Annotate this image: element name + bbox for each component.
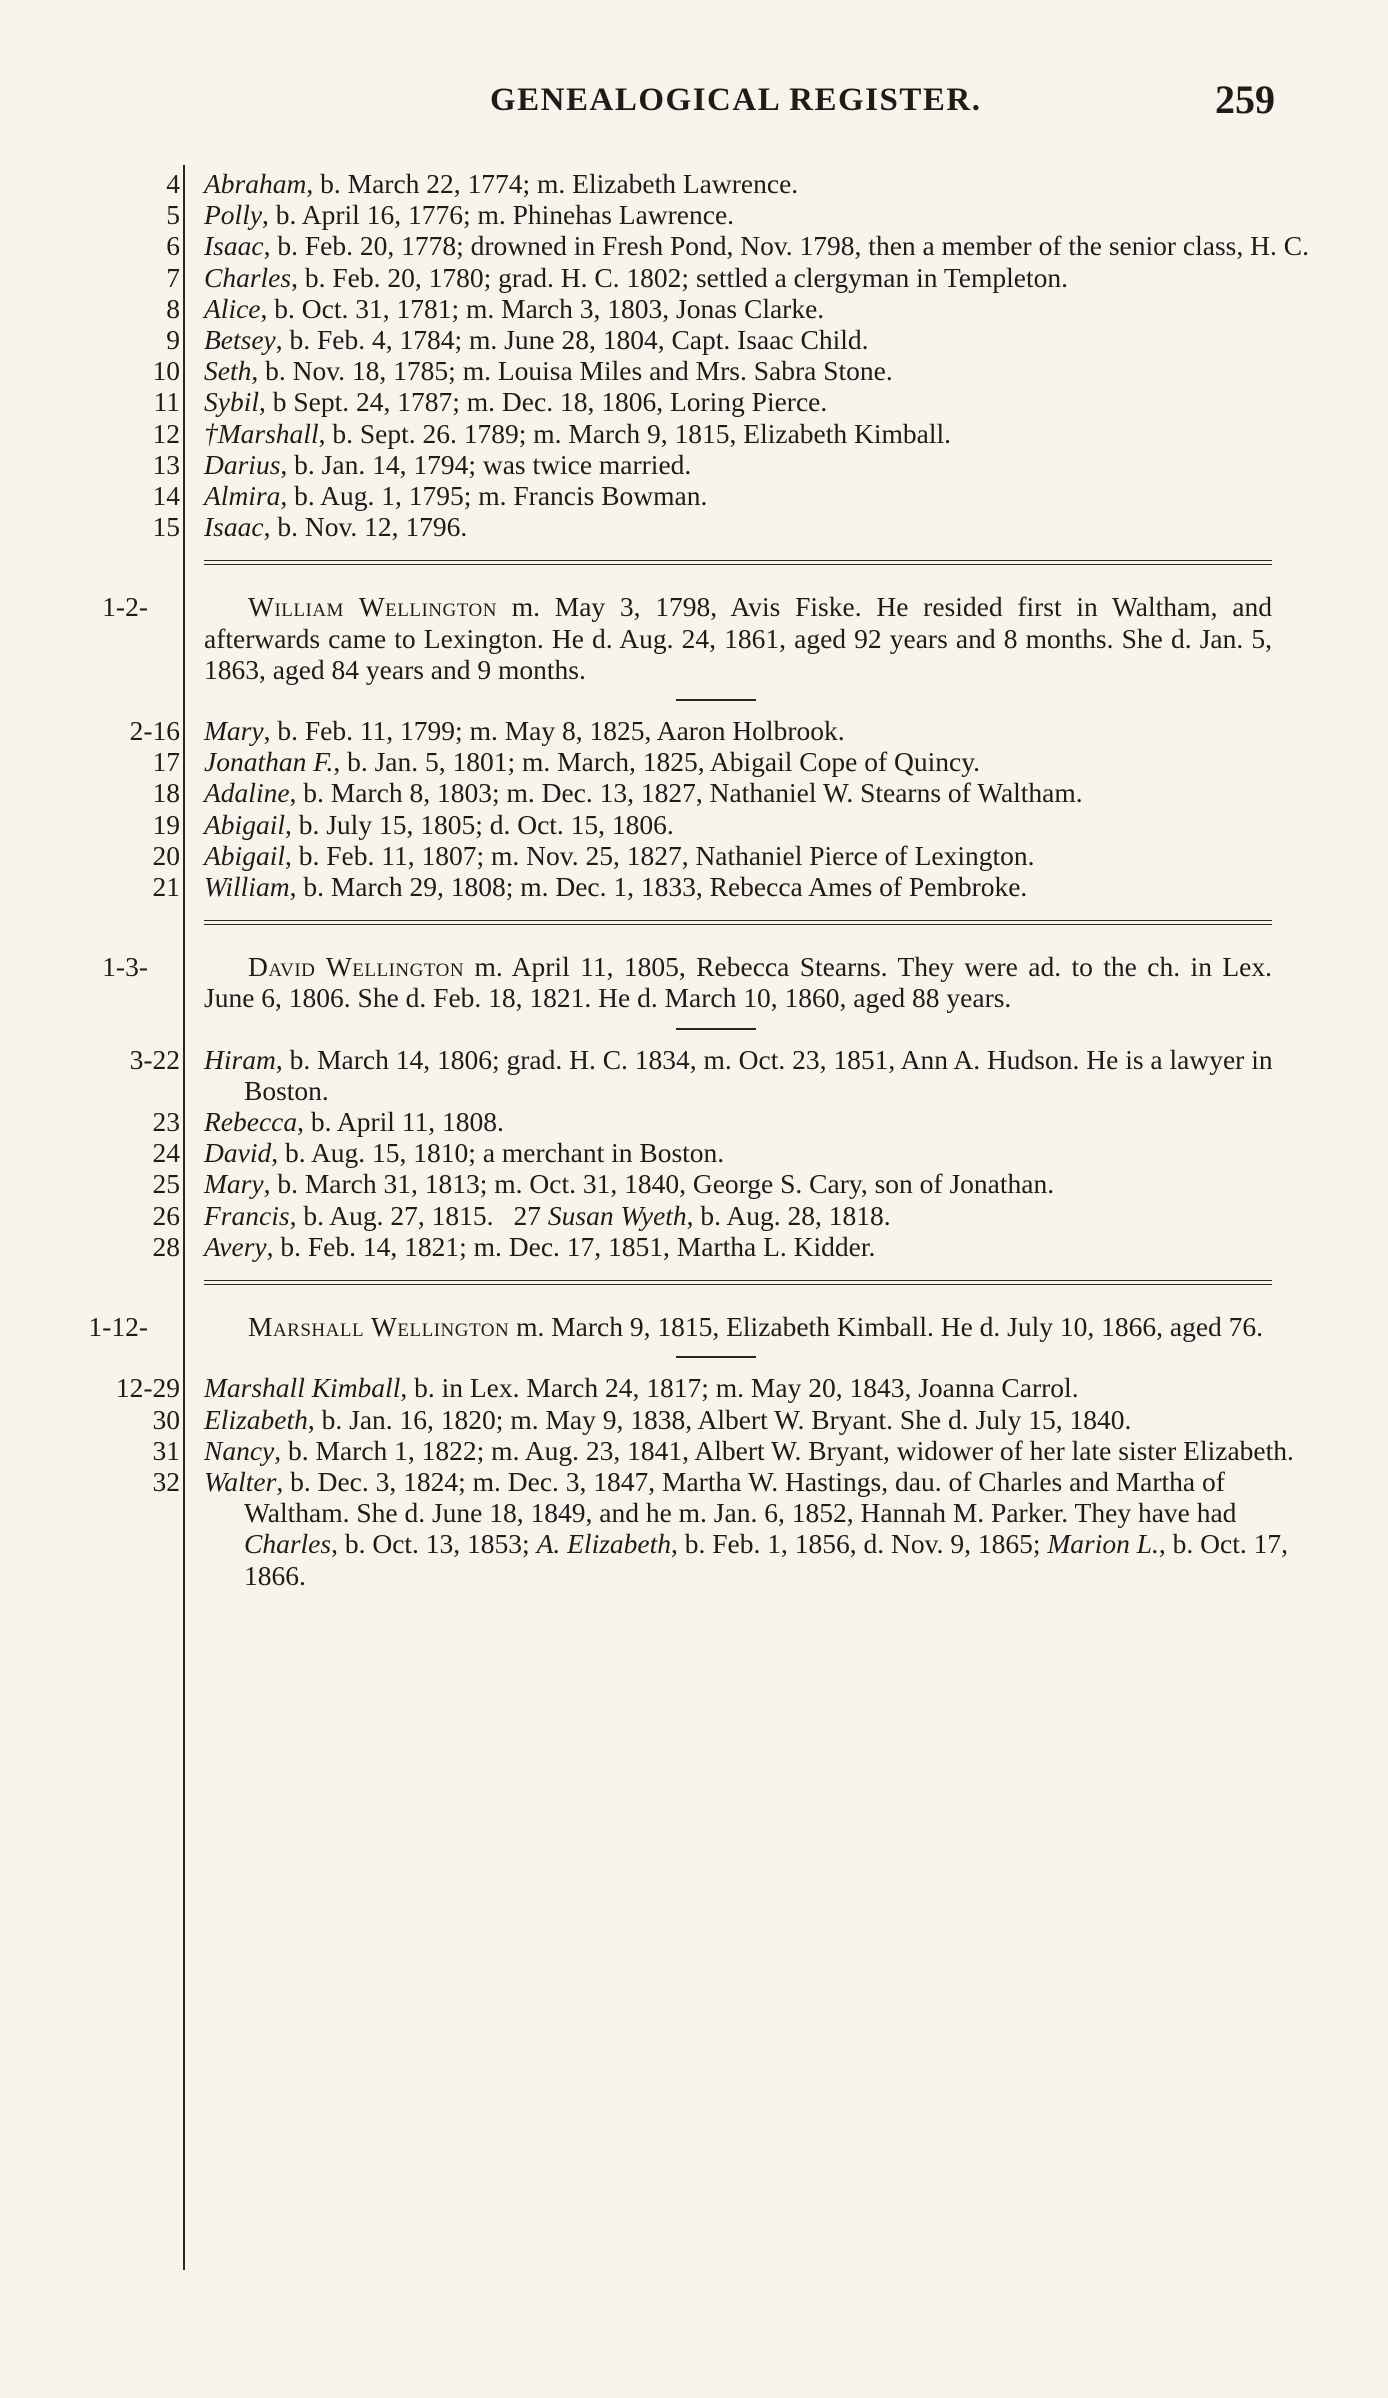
entry-number: 14 bbox=[152, 480, 180, 512]
child-details: , b. Jan. 5, 1801; m. March, 1825, Abigail Cope of Quincy. bbox=[333, 746, 981, 778]
child-details: , b. March 31, 1813; m. Oct. 31, 1840, George S. Cary, son of Jonathan. bbox=[263, 1168, 1055, 1200]
section-divider bbox=[204, 920, 1272, 925]
family-ref: 1-2- bbox=[102, 591, 148, 623]
grandchild-name: Marion L. bbox=[1047, 1528, 1159, 1560]
child-name: Mary bbox=[204, 1168, 264, 1200]
child-name: Marshall Kimball bbox=[204, 1372, 401, 1404]
family-section bbox=[0, 1311, 1388, 1591]
entry-number: 6 bbox=[166, 230, 180, 262]
entry-number: 26 bbox=[152, 1199, 180, 1231]
child-name: Abigail bbox=[204, 839, 285, 871]
child-entry bbox=[0, 168, 1388, 199]
child-entry bbox=[0, 746, 1388, 777]
entry-number: 17 bbox=[152, 746, 180, 778]
head-details: m. March 9, 1815, Elizabeth Kimball. He d. July 10, 1866, aged 76. bbox=[509, 1311, 1264, 1343]
child-name: Elizabeth bbox=[204, 1403, 308, 1435]
child-entry bbox=[0, 871, 1388, 902]
child-details: , b. Sept. 26. 1789; m. March 9, 1815, Elizabeth Kimball. bbox=[318, 417, 951, 449]
child-entry bbox=[0, 324, 1388, 355]
grandchild-details: , b. Oct. 17, 1866. bbox=[244, 1528, 1288, 1591]
grandchild-details: , b. Oct. 13, 1853; bbox=[331, 1528, 537, 1560]
family-head bbox=[0, 951, 1388, 1013]
register-body bbox=[0, 168, 1388, 1591]
entry-number: 30 bbox=[152, 1403, 180, 1435]
family-section bbox=[0, 951, 1388, 1262]
entry-number: 3-22 bbox=[129, 1043, 180, 1075]
entry-number: 13 bbox=[152, 448, 180, 480]
child-name: Sybil bbox=[204, 386, 259, 418]
child-details: , b. April 11, 1808. bbox=[297, 1106, 504, 1138]
child-entry bbox=[0, 262, 1388, 293]
child-details: , b. March 22, 1774; m. Elizabeth Lawrence. bbox=[306, 168, 799, 199]
child-name: Hiram bbox=[204, 1043, 276, 1075]
child-details: , b. Feb. 11, 1807; m. Nov. 25, 1827, Nathaniel Pierce of Lexington. bbox=[284, 839, 1035, 871]
child-name: Avery bbox=[204, 1230, 267, 1262]
short-divider bbox=[676, 1356, 756, 1358]
child-name: David bbox=[204, 1137, 272, 1169]
head-details: m. April 11, 1805, Rebecca Stearns. They were ad. to the ch. in Lex. June 6, 1806. She d. Feb. 18, 1821. He d. March 10, 1860, aged 88 years. bbox=[204, 951, 1272, 1014]
entry-number: 4 bbox=[166, 168, 180, 199]
child-entry bbox=[0, 230, 1388, 261]
entry-number: 21 bbox=[152, 871, 180, 903]
child-details: , b. March 29, 1808; m. Dec. 1, 1833, Rebecca Ames of Pembroke. bbox=[289, 871, 1028, 903]
family-ref: 1-3- bbox=[102, 951, 148, 983]
child-name: Susan Wyeth bbox=[547, 1199, 687, 1231]
child-name: Abigail bbox=[204, 808, 285, 840]
grandchild-name: A. Elizabeth bbox=[536, 1528, 672, 1560]
child-entry bbox=[0, 1106, 1388, 1137]
child-entry bbox=[0, 1044, 1388, 1106]
child-entry bbox=[0, 777, 1388, 808]
child-entry bbox=[0, 199, 1388, 230]
child-details: , b. Aug. 15, 1810; a merchant in Boston. bbox=[271, 1137, 725, 1169]
child-details: , b. March 8, 1803; m. Dec. 13, 1827, Nathaniel W. Stearns of Waltham. bbox=[289, 777, 1083, 809]
child-entry bbox=[0, 418, 1388, 449]
entry-number: 28 bbox=[152, 1230, 180, 1262]
child-name: Nancy bbox=[204, 1434, 275, 1466]
child-details: , b. Nov. 18, 1785; m. Louisa Miles and Mrs. Sabra Stone. bbox=[251, 355, 893, 387]
short-divider bbox=[676, 1028, 756, 1030]
entry-number: 11 bbox=[153, 386, 180, 418]
entry-number: 20 bbox=[152, 839, 180, 871]
child-details: , b. Feb. 20, 1780; grad. H. C. 1802; settled a clergyman in Templeton. bbox=[291, 261, 1068, 293]
head-name: David Wellington bbox=[248, 951, 465, 983]
child-entry bbox=[0, 386, 1388, 417]
section-divider bbox=[204, 560, 1272, 565]
child-details: , b. March 14, 1806; grad. H. C. 1834, m. Oct. 23, 1851, Ann A. Hudson. He is a lawyer in Boston. bbox=[244, 1043, 1273, 1106]
child-name: Darius bbox=[204, 448, 281, 480]
family-section bbox=[0, 591, 1388, 902]
child-details: , b. Feb. 20, 1778; drowned in Fresh Pond, Nov. 1798, then a member of the senior class, H. C. bbox=[263, 230, 1309, 262]
entry-number: 7 bbox=[166, 261, 180, 293]
entry-number: 31 bbox=[152, 1434, 180, 1466]
entry-number: 23 bbox=[152, 1106, 180, 1138]
child-entry bbox=[0, 1168, 1388, 1199]
family-ref: 1-12- bbox=[88, 1311, 148, 1343]
child-details: , b. Oct. 31, 1781; m. March 3, 1803, Jonas Clarke. bbox=[260, 292, 825, 324]
entry-number: 25 bbox=[152, 1168, 180, 1200]
child-name: Almira bbox=[204, 480, 281, 512]
child-details: , b. Nov. 12, 1796. bbox=[263, 511, 468, 543]
child-details: , b. Feb. 14, 1821; m. Dec. 17, 1851, Martha L. Kidder. bbox=[266, 1230, 876, 1262]
child-name: Seth bbox=[204, 355, 252, 387]
entry-number: 18 bbox=[152, 777, 180, 809]
child-details: , b Sept. 24, 1787; m. Dec. 18, 1806, Loring Pierce. bbox=[259, 386, 828, 418]
grandchild-details: , b. Feb. 1, 1856, d. Nov. 9, 1865; bbox=[671, 1528, 1048, 1560]
short-divider bbox=[676, 699, 756, 701]
child-name: Isaac bbox=[204, 511, 264, 543]
child-entry bbox=[0, 715, 1388, 746]
child-details: , b. Aug. 1, 1795; m. Francis Bowman. bbox=[280, 480, 708, 512]
child-details: , b. Feb. 11, 1799; m. May 8, 1825, Aaron Holbrook. bbox=[263, 715, 845, 747]
child-details: , b. Dec. 3, 1824; m. Dec. 3, 1847, Martha W. Hastings, dau. of Charles and Martha of Waltham. She d. June 18, 1849, and he m. Jan. 6, 1852, Hannah M. Parker. They have had bbox=[244, 1465, 1237, 1529]
child-entry bbox=[0, 1435, 1388, 1466]
child-details: , b. April 16, 1776; m. Phinehas Lawrence. bbox=[262, 199, 735, 231]
child-entry bbox=[0, 1200, 1388, 1231]
child-name: Charles bbox=[204, 261, 292, 293]
section-divider bbox=[204, 1280, 1272, 1285]
child-entry bbox=[0, 1404, 1388, 1435]
head-name: William Wellington bbox=[248, 591, 497, 623]
child-entry bbox=[0, 1372, 1388, 1403]
child-entry bbox=[0, 480, 1388, 511]
child-details: , b. July 15, 1805; d. Oct. 15, 1806. bbox=[284, 808, 674, 840]
child-name: Betsey bbox=[204, 324, 276, 356]
entry-number: 15 bbox=[152, 511, 180, 543]
child-name: Isaac bbox=[204, 230, 264, 262]
child-details: , b. March 1, 1822; m. Aug. 23, 1841, Albert W. Bryant, widower of her late sister Elizabeth. bbox=[274, 1434, 1294, 1466]
child-name: Alice bbox=[204, 292, 261, 324]
entry-number: 24 bbox=[152, 1137, 180, 1169]
child-details: , b. Jan. 14, 1794; was twice married. bbox=[280, 448, 692, 480]
entry-number: 5 bbox=[166, 199, 180, 231]
entry-number: 10 bbox=[152, 355, 180, 387]
child-name: Rebecca bbox=[204, 1106, 298, 1138]
child-name: Adaline bbox=[204, 777, 290, 809]
child-name: †Marshall bbox=[204, 417, 319, 449]
family-head bbox=[0, 1311, 1388, 1342]
inline-entry bbox=[513, 1199, 891, 1231]
child-details: , b. Aug. 28, 1818. bbox=[686, 1199, 891, 1231]
child-entry bbox=[0, 511, 1388, 542]
child-entry bbox=[0, 1137, 1388, 1168]
running-head: GENEALOGICAL REGISTER. bbox=[490, 82, 982, 118]
page-number: 259 bbox=[1215, 77, 1275, 122]
child-name: Francis bbox=[204, 1199, 290, 1231]
child-name: Walter bbox=[204, 1465, 277, 1497]
child-name: Mary bbox=[204, 715, 264, 747]
child-entry bbox=[0, 1231, 1388, 1262]
child-entry bbox=[0, 355, 1388, 386]
entry-number: 9 bbox=[166, 324, 180, 356]
entry-number: 12 bbox=[152, 417, 180, 449]
child-details: , b. Feb. 4, 1784; m. June 28, 1804, Capt. Isaac Child. bbox=[275, 324, 869, 356]
entry-number: 12-29 bbox=[115, 1372, 180, 1404]
child-name: Polly bbox=[204, 199, 263, 231]
entry-number: 8 bbox=[166, 292, 180, 324]
family-section bbox=[0, 168, 1388, 542]
entry-number: 27 bbox=[513, 1199, 542, 1231]
child-details: , b. Aug. 27, 1815. bbox=[289, 1199, 494, 1231]
child-entry bbox=[0, 809, 1388, 840]
child-name: William bbox=[204, 871, 290, 903]
head-details: m. May 3, 1798, Avis Fiske. He resided first in Waltham, and afterwards came to Lexington. He d. Aug. 24, 1861, aged 92 years and 8 months. She d. Jan. 5, 1863, aged 84 years and 9 months. bbox=[204, 591, 1272, 685]
entry-number: 19 bbox=[152, 808, 180, 840]
family-head bbox=[0, 591, 1388, 685]
child-name: Abraham bbox=[204, 168, 307, 199]
child-name: Jonathan F. bbox=[204, 746, 334, 778]
grandchild-name: Charles bbox=[244, 1528, 332, 1560]
child-details: , b. in Lex. March 24, 1817; m. May 20, 1843, Joanna Carrol. bbox=[400, 1372, 1079, 1404]
child-entry bbox=[0, 1466, 1388, 1591]
entry-number: 2-16 bbox=[129, 715, 180, 747]
page-header bbox=[180, 77, 1275, 132]
child-entry bbox=[0, 449, 1388, 480]
head-name: Marshall Wellington bbox=[248, 1311, 510, 1343]
entry-number: 32 bbox=[152, 1465, 180, 1497]
child-entry bbox=[0, 293, 1388, 324]
child-details: , b. Jan. 16, 1820; m. May 9, 1838, Albert W. Bryant. She d. July 15, 1840. bbox=[307, 1403, 1132, 1435]
child-entry bbox=[0, 840, 1388, 871]
